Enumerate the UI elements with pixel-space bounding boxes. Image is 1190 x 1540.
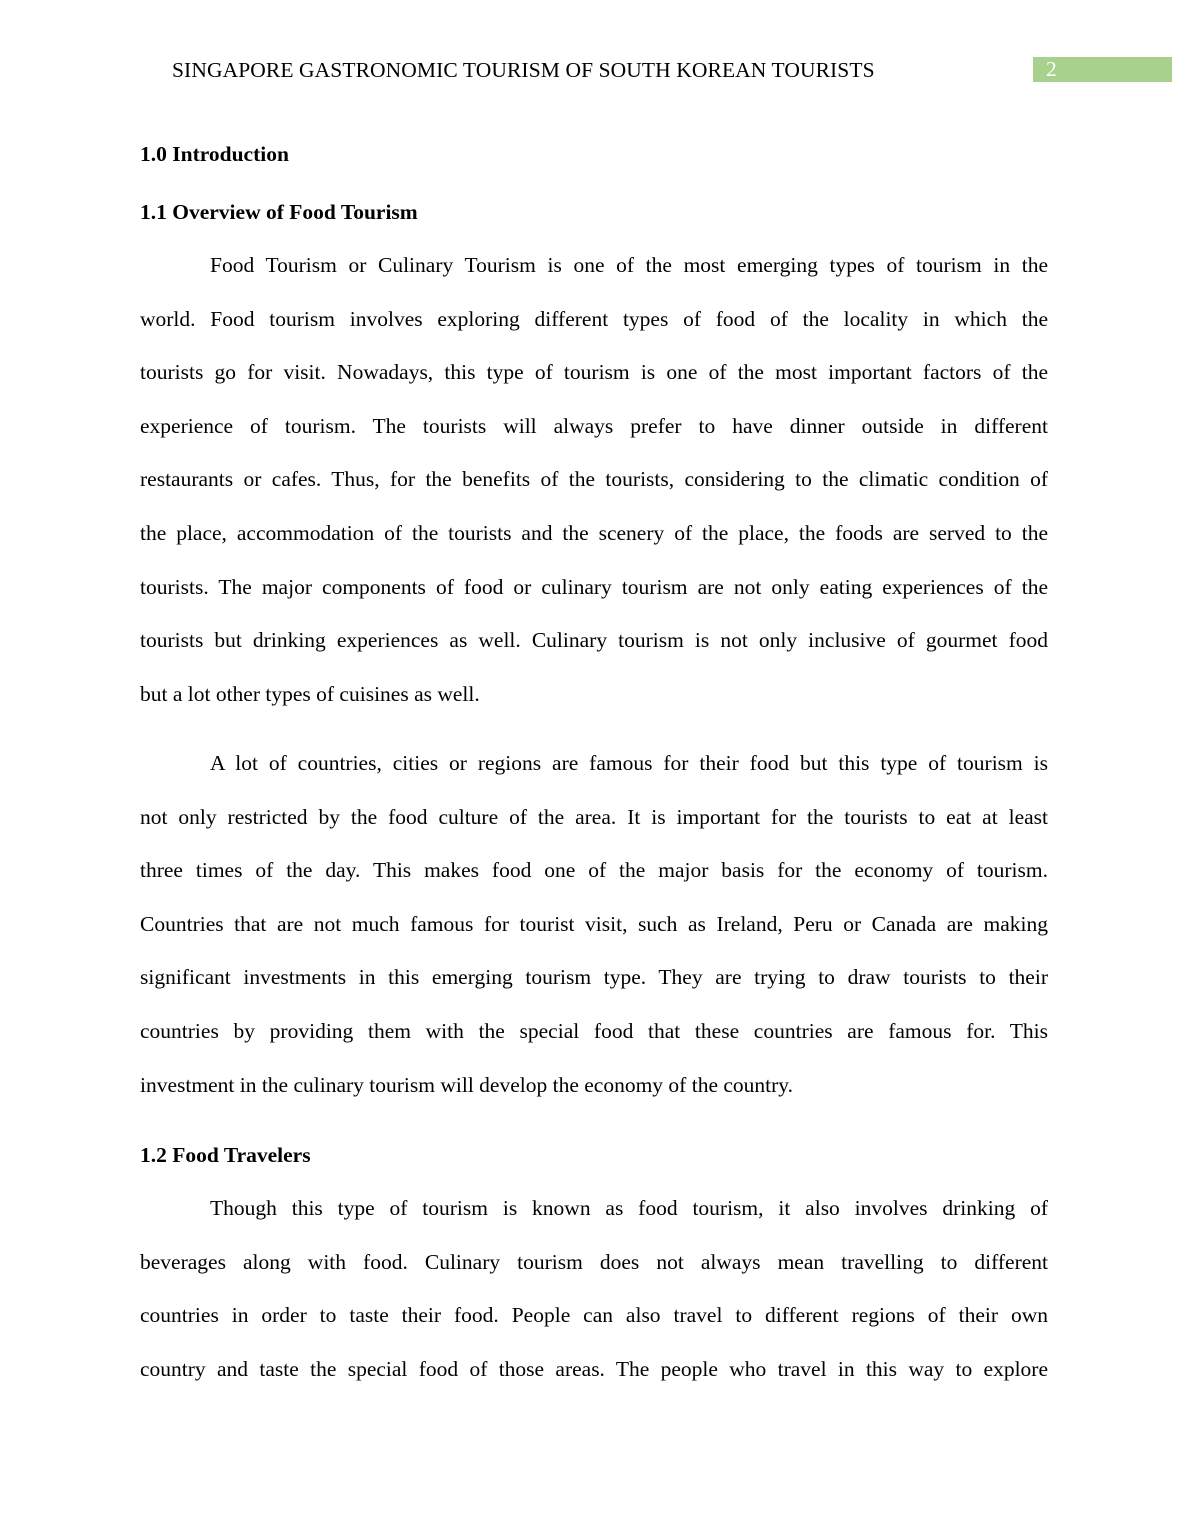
text-line: restaurants or cafes. Thus, for the benefits of the tourists, considering to the climatic condition of [140,467,1048,492]
text-line: countries in order to taste their food. People can also travel to different regions of their own [140,1303,1048,1328]
heading-overview-food-tourism: 1.1 Overview of Food Tourism [140,200,418,224]
text-line: Countries that are not much famous for tourist visit, such as Ireland, Peru or Canada are making [140,911,1048,936]
text-line: Though this type of tourism is known as food tourism, it also involves drinking of [210,1196,1048,1220]
text-line: significant investments in this emerging tourism type. They are trying to draw tourists to their [140,965,1048,990]
heading-food-travelers: 1.2 Food Travelers [140,1143,311,1167]
text-line: not only restricted by the food culture of the area. It is important for the tourists to eat at least [140,804,1048,829]
text-line: A lot of countries, cities or regions are famous for their food but this type of tourism is [210,751,1048,775]
text-line: world. Food tourism involves exploring different types of food of the locality in which the [140,306,1048,331]
text-line: tourists. The major components of food or culinary tourism are not only eating experiences of the [140,574,1048,599]
page-number: 2 [1046,57,1057,81]
running-header: SINGAPORE GASTRONOMIC TOURISM OF SOUTH KOREAN TOURISTS [172,58,875,82]
text-line: experience of tourism. The tourists will always prefer to have dinner outside in different [140,413,1048,438]
paragraph-2 [140,750,1048,1125]
text-line: country and taste the special food of those areas. The people who travel in this way to explore [140,1356,1048,1381]
text-line: but a lot other types of cuisines as well. [140,681,480,706]
text-line: countries by providing them with the special food that these countries are famous for. This [140,1018,1048,1043]
text-line: beverages along with food. Culinary tourism does not always mean travelling to different [140,1249,1048,1274]
paragraph-1 [140,252,1048,734]
paragraph-3 [140,1195,1048,1409]
text-line: the place, accommodation of the tourists and the scenery of the place, the foods are served to the [140,520,1048,545]
text-line: investment in the culinary tourism will develop the economy of the country. [140,1072,794,1097]
text-line: tourists go for visit. Nowadays, this type of tourism is one of the most important factors of the [140,360,1048,385]
text-line: three times of the day. This makes food one of the major basis for the economy of tourism. [140,858,1048,883]
page-number-box [1033,57,1172,82]
text-line: Food Tourism or Culinary Tourism is one of the most emerging types of tourism in the [210,253,1048,277]
heading-introduction: 1.0 Introduction [140,142,289,166]
text-line: tourists but drinking experiences as well. Culinary tourism is not only inclusive of gourmet food [140,628,1048,653]
